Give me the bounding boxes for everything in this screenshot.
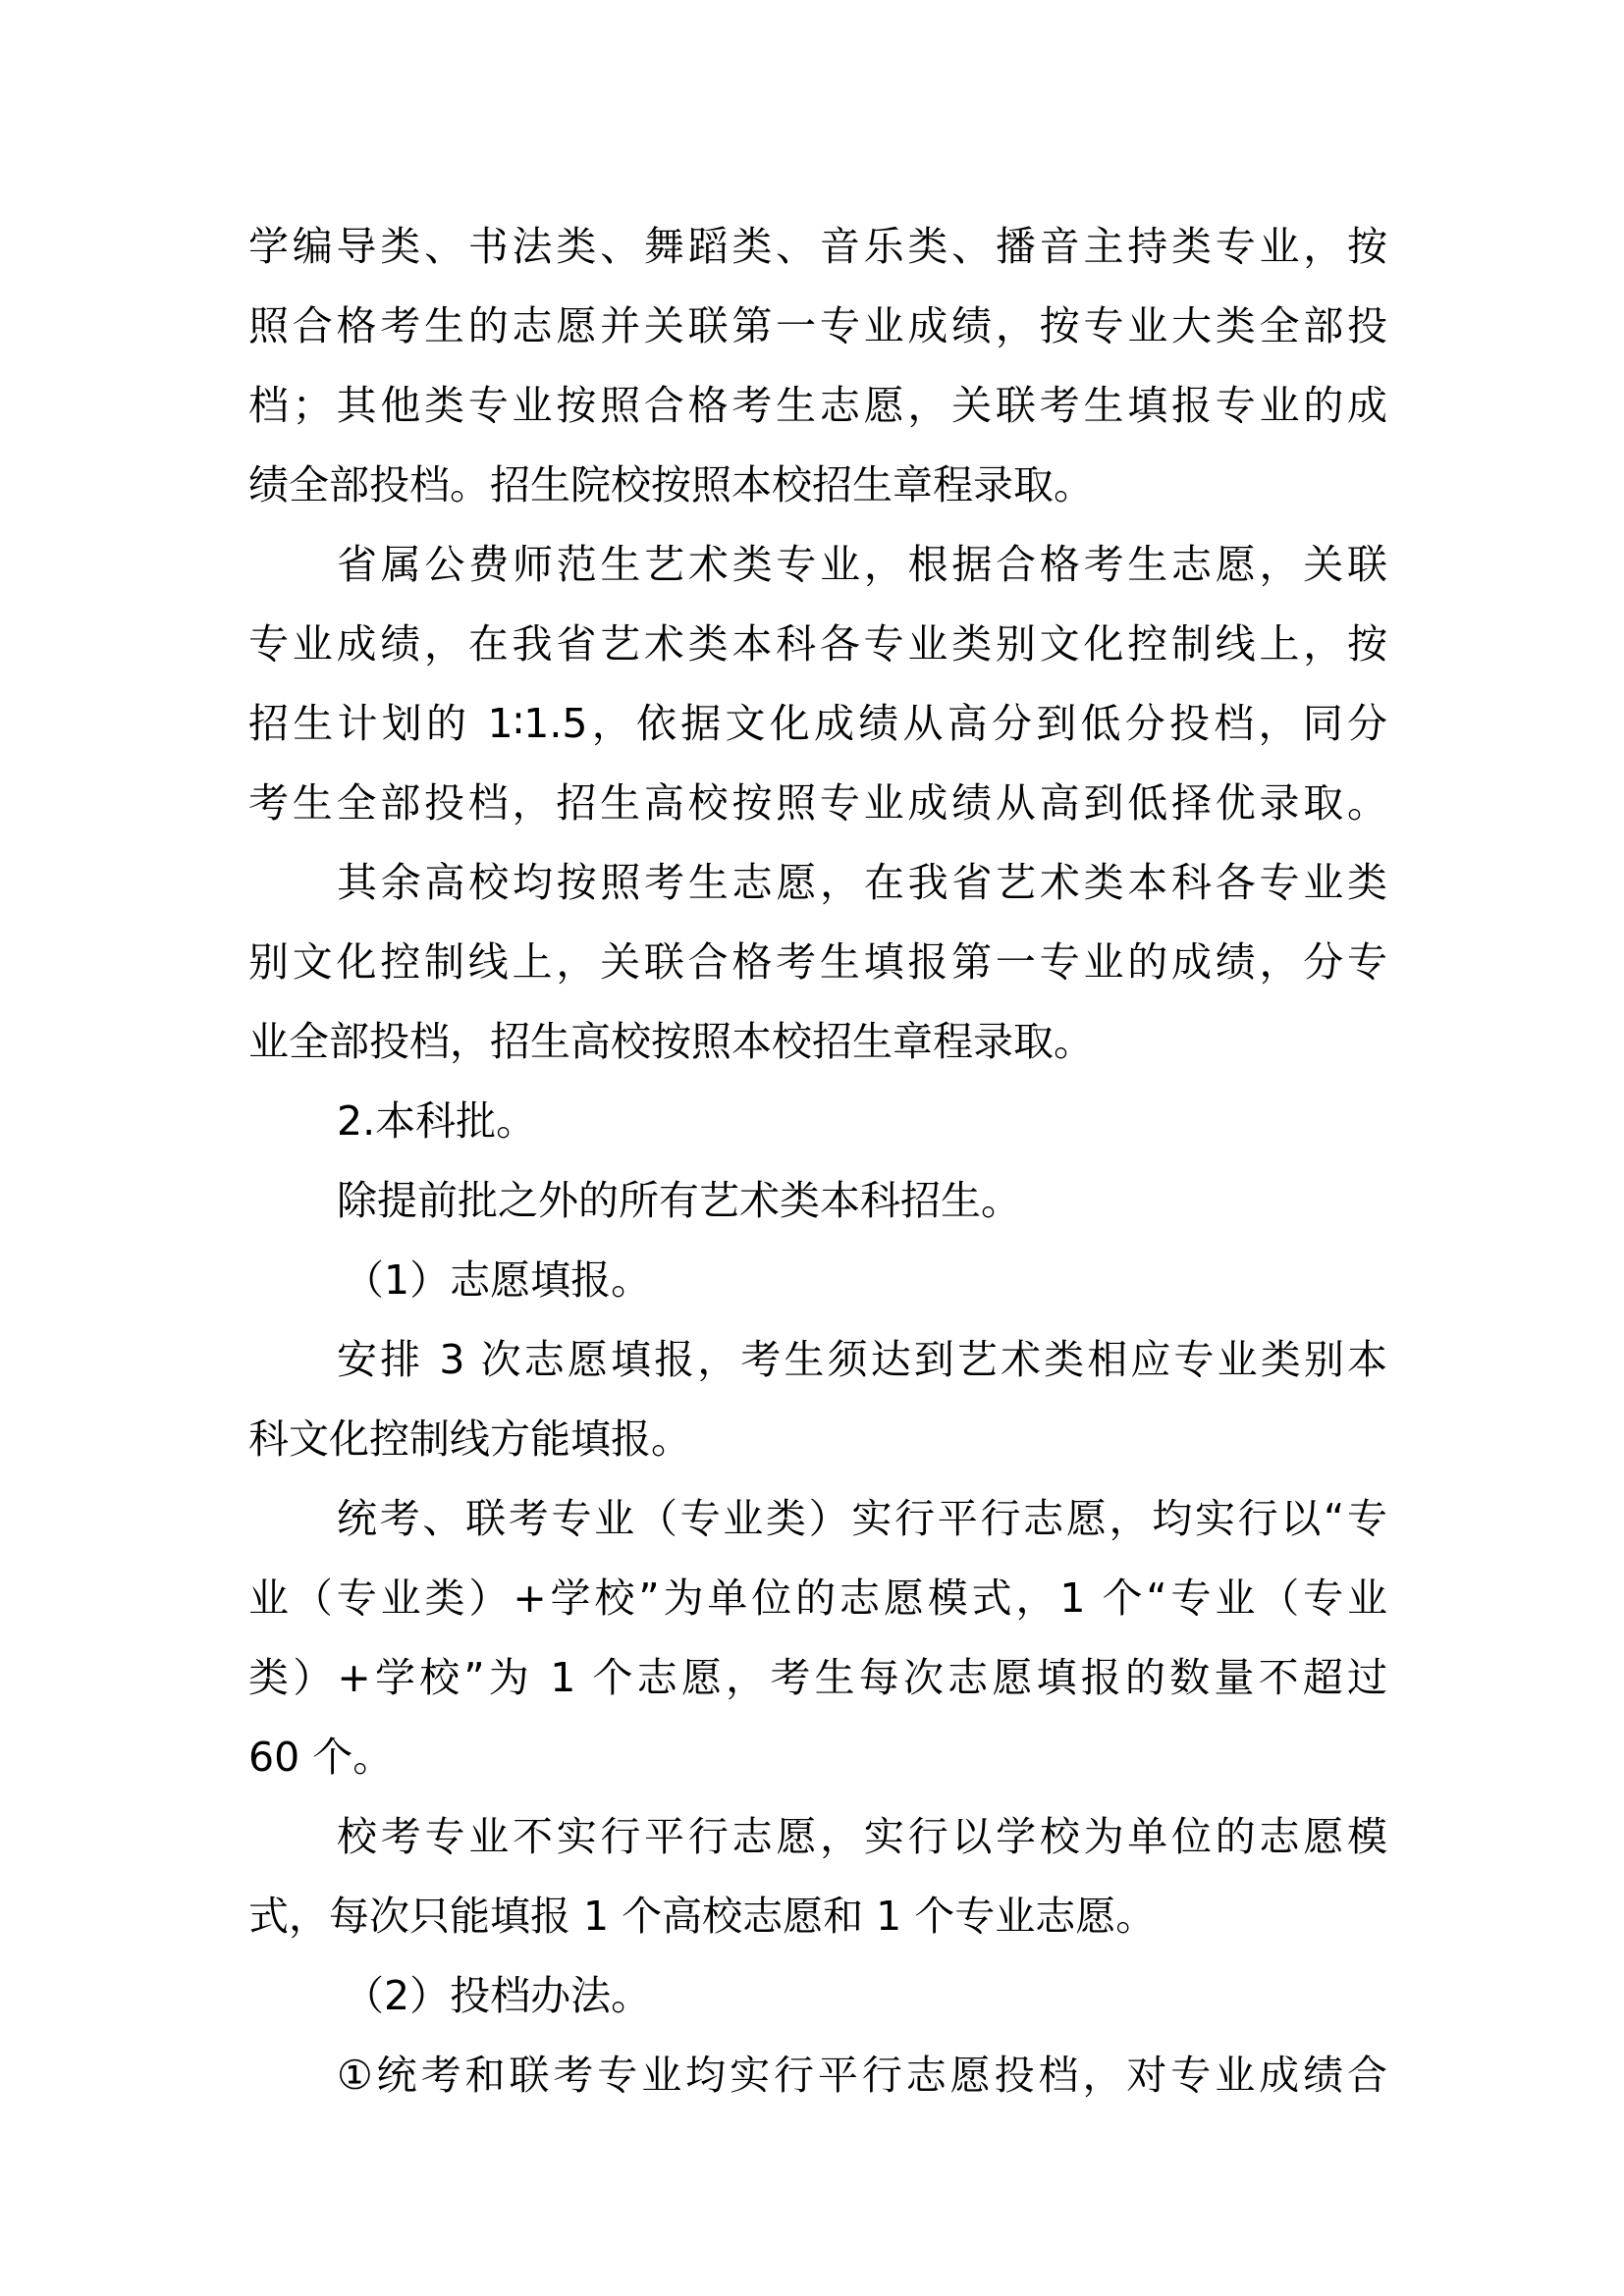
text-line: 统考、联考专业（专业类）实行平行志愿，均实行以“专 [337,1495,1387,1542]
text-line: 其余高校均按照考生志愿，在我省艺术类本科各专业类 [337,859,1387,906]
text-line: 绩全部投档。招生院校按照本校招生章程录取。 [248,461,1094,508]
text-line: 档；其他类专业按照合格考生志愿，关联考生填报专业的成 [248,382,1387,429]
text-line: 省属公费师范生艺术类专业，根据合格考生志愿，关联 [337,541,1387,588]
subsection-heading: （1）志愿填报。 [344,1256,652,1304]
text-line: ①统考和联考专业均实行平行志愿投档，对专业成绩合 [337,2052,1387,2099]
text-line: 类）+学校”为 1 个志愿，考生每次志愿填报的数量不超过 [248,1654,1387,1701]
text-line: 除提前批之外的所有艺术类本科招生。 [337,1177,1021,1224]
text-line: 式，每次只能填报 1 个高校志愿和 1 个专业志愿。 [248,1893,1157,1940]
text-line: 照合格考生的志愿并关联第一专业成绩，按专业大类全部投 [248,302,1387,349]
text-line: 业全部投档，招生高校按照本校招生章程录取。 [248,1018,1094,1065]
section-heading: 2.本科批。 [337,1097,537,1145]
text-line: 业（专业类）+学校”为单位的志愿模式，1 个“专业（专业 [248,1575,1387,1622]
subsection-heading: （2）投档办法。 [344,1972,652,2019]
text-line: 科文化控制线方能填报。 [248,1415,691,1463]
text-line: 60 个。 [248,1734,394,1781]
text-line: 招生计划的 1∶1.5，依据文化成绩从高分到低分投档，同分 [248,700,1387,747]
text-line: 学编导类、书法类、舞蹈类、音乐类、播音主持类专业，按 [248,223,1387,270]
text-line: 专业成绩，在我省艺术类本科各专业类别文化控制线上，按 [248,620,1387,667]
text-line: 校考专业不实行平行志愿，实行以学校为单位的志愿模 [337,1813,1387,1860]
text-line: 别文化控制线上，关联合格考生填报第一专业的成绩，分专 [248,938,1387,986]
text-line: 考生全部投档，招生高校按照专业成绩从高到低择优录取。 [248,779,1387,827]
text-line: 安排 3 次志愿填报，考生须达到艺术类相应专业类别本 [337,1336,1387,1383]
